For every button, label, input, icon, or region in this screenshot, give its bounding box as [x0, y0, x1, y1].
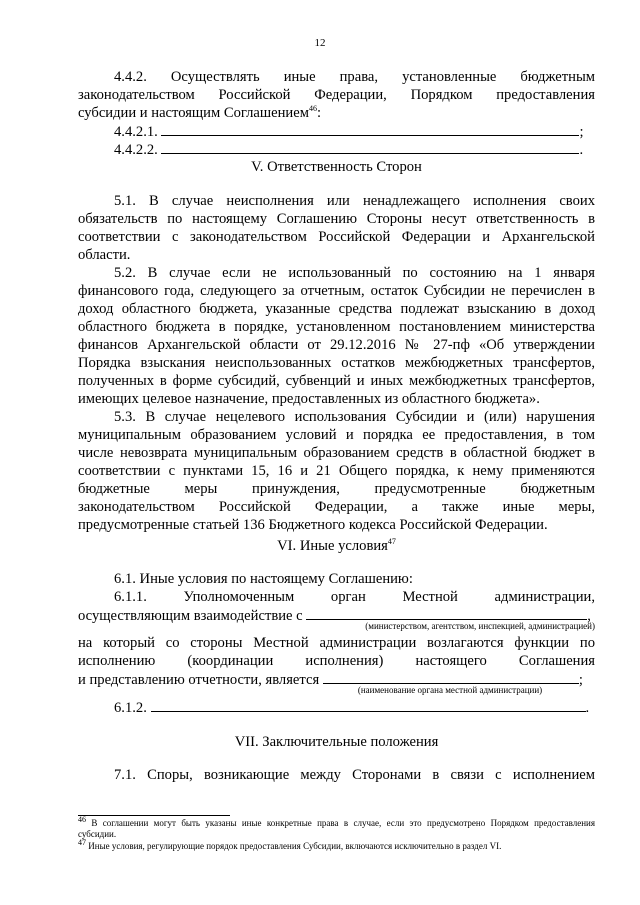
footnote-46-line-1 — [78, 815, 595, 829]
footnote-separator — [78, 815, 230, 816]
fill-in-line — [151, 698, 586, 712]
p611-line-2-text: осуществляющим взаимодействие с — [78, 608, 303, 624]
item-4-4-2-1 — [78, 122, 631, 141]
p71-line-1: 7.1. Споры, возникающие между Сторонами в связи с исполнением — [114, 767, 595, 783]
footnote-47-text: Иные условия, регулирующие порядок предоставления Субсидии, включаются исключительно в раздел VI. — [88, 841, 502, 851]
item-end: . — [579, 142, 584, 158]
p52-line-5: финансов Архангельской области от 29.12.2016 № 27-пф «Об утверждении — [78, 337, 595, 353]
p52-line-1: 5.2. В случае если не использованный по состоянию на 1 января — [114, 265, 595, 281]
p612-label: 6.1.2. — [114, 700, 147, 716]
p52-line-2: финансового года, следующего за отчетным, остаток Субсидии не перечислен в — [78, 283, 595, 299]
p51-line-4: области. — [78, 247, 131, 263]
paragraph-4-4-2-line-3 — [78, 104, 595, 122]
fill-in-line — [161, 140, 579, 154]
p611-line-4: исполнению (координации исполнения) настоящего Соглашения — [78, 653, 595, 669]
p52-line-7: полученных в форме субсидий, субвенций и иных межбюджетных трансфертов, — [78, 373, 595, 389]
p53-line-6: законодательством Российской Федерации, а также иные меры, — [78, 499, 595, 515]
fill-in-line — [161, 122, 579, 136]
section-7-title: VII. Заключительные положения — [234, 734, 439, 750]
fill-in-line — [323, 670, 579, 684]
footnote-ref-47: 47 — [387, 537, 396, 547]
p611-line-5-text: и представлению отчетности, является — [78, 672, 320, 688]
p52-line-8: имеющих целевое назначение, предоставленных из областного бюджета». — [78, 391, 540, 407]
footnote-47-marker: 47 — [78, 838, 86, 847]
p611-line-3: на который со стороны Местной администрации возлагаются функции по — [78, 635, 595, 651]
p53-line-5: бюджетные меры принуждения, предусмотренные бюджетным — [78, 481, 595, 497]
fill-in-line — [306, 606, 587, 620]
p612 — [78, 698, 631, 717]
footnote-46-text: В соглашении могут быть указаны иные конкретные права в случае, если это предусмотрено Порядком предоставления — [91, 818, 595, 828]
footnote-46-marker: 46 — [78, 815, 86, 824]
p611-line-2-end: , — [587, 608, 591, 624]
item-label: 4.4.2.2. — [114, 142, 158, 158]
p51-line-3: соответствии с законодательством Российской Федерации и Архангельской — [78, 229, 595, 245]
p52-line-4: областного бюджета в порядке, установленном постановлением министерства — [78, 319, 595, 335]
section-5-title: V. Ответственность Сторон — [251, 159, 422, 175]
section-6-title — [78, 537, 595, 555]
item-label: 4.4.2.1. — [114, 124, 158, 140]
footnote-ref-46: 46 — [308, 104, 317, 114]
section-6-title-text: VI. Иные условия — [277, 538, 388, 554]
p51-line-2: обязательств по настоящему Соглашению Стороны несут ответственность в — [78, 211, 595, 227]
p52-line-6: Порядка взыскания неиспользованных остатков межбюджетных трансфертов, — [78, 355, 595, 371]
p53-line-1: 5.3. В случае нецелевого использования Субсидии и (или) нарушения — [114, 409, 595, 425]
paragraph-4-4-2-line-1: 4.4.2. Осуществлять иные права, установленные бюджетным — [114, 69, 595, 85]
p51-line-1: 5.1. В случае неисполнения или ненадлежащего исполнения своих — [114, 193, 595, 209]
item-4-4-2-2 — [78, 140, 631, 159]
paragraph-4-4-2-colon: : — [316, 105, 322, 121]
footnote-47 — [78, 838, 595, 852]
p53-line-2: муниципальным образованием условий и порядка ее предоставления, в том — [78, 427, 595, 443]
paragraph-4-4-2-text: субсидии и настоящим Соглашением — [78, 105, 309, 121]
p612-end: . — [585, 700, 590, 716]
p53-line-4: соответствии с пунктами 15, 16 и 21 Общего порядка, к нему применяются — [78, 463, 595, 479]
paragraph-4-4-2-line-2: законодательством Российской Федерации, Порядком предоставления — [78, 87, 595, 103]
p611-caption-1: (министерством, агентством, инспекцией, администрацией) — [365, 621, 595, 631]
page-number: 12 — [314, 37, 326, 49]
p61: 6.1. Иные условия по настоящему Соглашению: — [114, 571, 413, 587]
footnote-46 — [78, 815, 595, 840]
item-end: ; — [579, 124, 584, 140]
p611-line-1: 6.1.1. Уполномоченным орган Местной администрации, — [114, 589, 595, 605]
p53-line-3: числе невозврата муниципальным образованием средств в областной бюджет в — [78, 445, 595, 461]
footnote-46-line-2: субсидии. — [78, 829, 117, 839]
p611-caption-2: (наименование органа местной администрации) — [357, 685, 543, 695]
p53-line-7: предусмотренные статьей 136 Бюджетного кодекса Российской Федерации. — [78, 517, 548, 533]
p52-line-3: доход областного бюджета, указанные средства подлежат взысканию в доход — [78, 301, 595, 317]
p611-line-5-end: ; — [578, 672, 583, 688]
